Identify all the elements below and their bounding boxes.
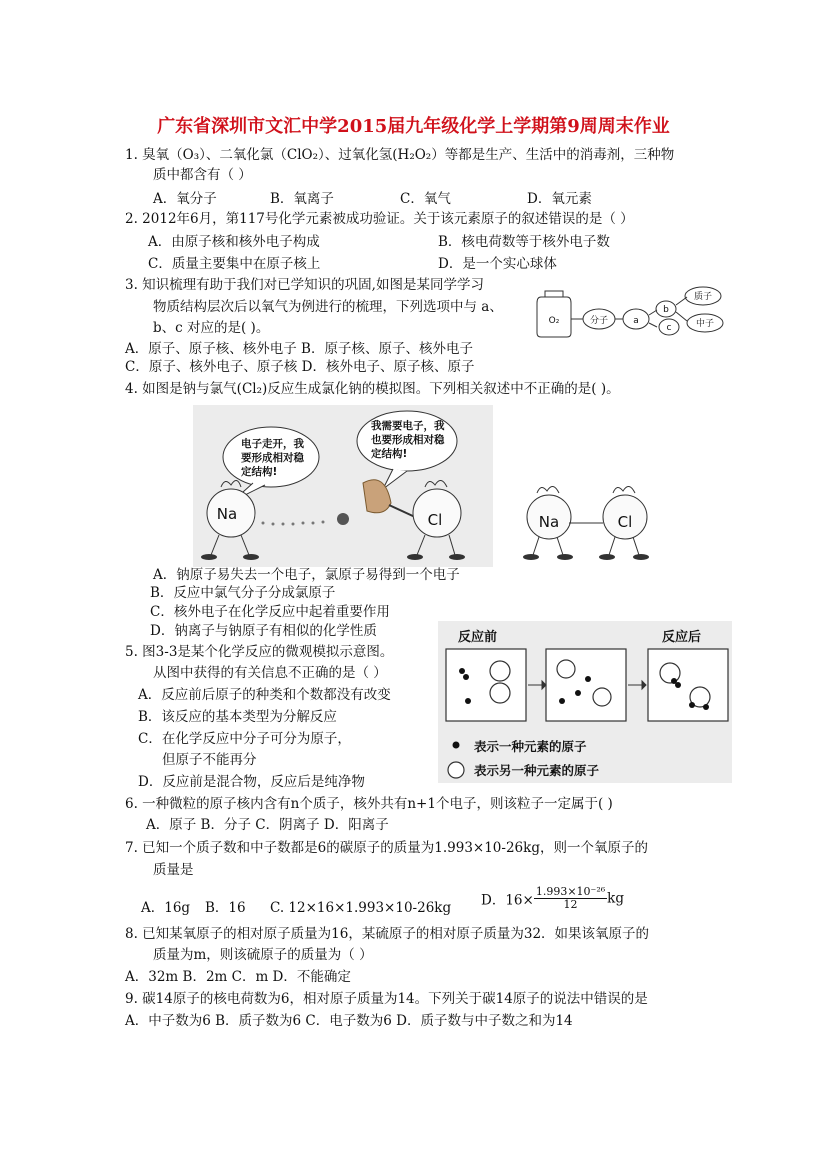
q3-stem-2: 物质结构层次后以氧气为例进行的梳理，下列选项中与 a、 — [153, 299, 503, 315]
q9-stem: 9. 碳14原子的核电荷数为6，相对原子质量为14。下列关于碳14原子的说法中错误的是 — [125, 991, 648, 1007]
q7-stem: 7. 已知一个质子数和中子数都是6的碳原子的质量为1.993×10-26kg，则一个氧原子的 — [125, 840, 648, 856]
q3-structure-diagram — [535, 285, 730, 343]
node-c: c — [666, 323, 672, 333]
q7-fraction-numerator: 1.993×10⁻²⁶ — [535, 885, 606, 898]
middle-box — [546, 649, 626, 721]
q5-option-d: D．反应前是混合物，反应后是纯净物 — [138, 774, 365, 790]
q7-option-a: A．16g — [141, 900, 191, 916]
sodium-chlorine-cartoon — [193, 405, 673, 567]
q7-option-d — [481, 886, 624, 911]
q7-fraction-denominator: 12 — [563, 898, 578, 911]
q2-option-b: B．核电荷数等于核外电子数 — [438, 234, 610, 250]
after-box — [648, 649, 728, 721]
before-label: 反应前 — [458, 630, 498, 645]
q4-option-b: B．反应中氯气分子分成氯原子 — [150, 585, 336, 601]
q2-stem: 2. 2012年6月，第117号化学元素被成功验证。关于该元素原子的叙述错误的是（ ） — [125, 211, 634, 227]
cl-bubble-line1: 我需要电子，我 — [371, 420, 445, 432]
na-ion-symbol: Na — [538, 513, 560, 531]
proton-node: 质子 — [693, 292, 713, 302]
na-bubble-line1: 电子走开，我 — [241, 438, 304, 450]
before-box — [446, 649, 526, 721]
q3-stem: 3. 知识梳理有助于我们对已学知识的巩固,如图是某同学学习 — [125, 277, 484, 293]
q1-option-b: B．氧离子 — [270, 191, 334, 207]
node-b: b — [663, 305, 669, 315]
cl-ion-symbol: Cl — [617, 513, 633, 531]
na-bubble-line2: 要形成相对稳 — [241, 452, 304, 464]
q7-stem-2: 质量是 — [153, 862, 194, 878]
q1-option-d: D．氧元素 — [527, 191, 592, 207]
cl-bubble-line3: 定结构! — [371, 448, 408, 460]
legend-circle-text: 表示另一种元素的原子 — [474, 763, 600, 778]
q1-stem-cont: 质中都含有（ ） — [153, 167, 252, 183]
q4-option-d: D．钠离子与钠原子有相似的化学性质 — [150, 623, 377, 639]
q5-option-a: A．反应前后原子的种类和个数都没有改变 — [138, 687, 391, 703]
q4-stem: 4. 如图是钠与氯气(Cl₂)反应生成氯化钠的模拟图。下列相关叙述中不正确的是( )。 — [125, 381, 620, 397]
q7-option-c: C. 12×16×1.993×10-26kg — [270, 900, 452, 916]
q6-stem: 6. 一种微粒的原子核内含有n个质子，核外共有n+1个电子，则该粒子一定属于( ) — [125, 796, 613, 812]
q1-stem: 1. 臭氧（O₃）、二氧化氯（ClO₂）、过氧化氢(H₂O₂）等都是生产、生活中的消毒剂，三种物 — [125, 147, 675, 163]
after-label: 反应后 — [662, 630, 702, 645]
q4-option-a: A．钠原子易失去一个电子，氯原子易得到一个电子 — [153, 567, 460, 583]
q7-option-b: B．16 — [205, 900, 246, 916]
q1-option-a: A．氧分子 — [153, 191, 217, 207]
q2-option-d: D．是一个实心球体 — [438, 256, 557, 272]
q8-stem: 8. 已知某氧原子的相对原子质量为16，某硫原子的相对原子质量为32．如果该氧原子的 — [125, 926, 650, 942]
q5-option-b: B．该反应的基本类型为分解反应 — [138, 709, 337, 725]
q8-options: A．32m B．2m C．m D．不能确定 — [125, 969, 351, 985]
reaction-micro-diagram — [438, 621, 732, 783]
q9-options: A．中子数为6 B．质子数为6 C．电子数为6 D．质子数与中子数之和为14 — [125, 1013, 573, 1029]
q3-options-ab: A．原子、原子核、核外电子 B．原子核、原子、核外电子 — [125, 341, 473, 357]
legend-dot — [453, 742, 460, 749]
q8-stem-2: 质量为m，则该硫原子的质量为（ ） — [153, 947, 373, 963]
q3-stem-3: b、c 对应的是( )。 — [153, 320, 270, 336]
molecule-node: 分子 — [589, 316, 609, 326]
legend-dot-text: 表示一种元素的原子 — [474, 739, 587, 754]
q2-option-a: A．由原子核和核外电子构成 — [148, 234, 320, 250]
q7-option-d-unit: kg — [607, 890, 624, 907]
q5-stem: 5. 图3-3是某个化学反应的微观模拟示意图。 — [125, 644, 394, 660]
bottle-label: O₂ — [548, 316, 560, 326]
page-title: 广东省深圳市文汇中学2015届九年级化学上学期第9周周末作业 — [157, 116, 670, 137]
neutron-node: 中子 — [695, 319, 715, 329]
q5-option-c-cont: 但原子不能再分 — [162, 752, 257, 768]
cl-bubble-line2: 也要形成相对稳 — [371, 434, 445, 446]
q7-fraction — [534, 886, 607, 911]
node-a: a — [633, 316, 639, 326]
q4-option-c: C．核外电子在化学反应中起着重要作用 — [150, 604, 390, 620]
q3-options-cd: C．原子、核外电子、原子核 D．核外电子、原子核、原子 — [125, 359, 475, 375]
q2-option-c: C．质量主要集中在原子核上 — [148, 256, 321, 272]
q7-option-d-prefix: D．16× — [481, 892, 534, 909]
gas-bottle-shape — [537, 291, 571, 337]
cl-symbol: Cl — [427, 511, 443, 529]
q1-option-c: C．氧气 — [400, 191, 451, 207]
na-symbol: Na — [216, 505, 238, 523]
legend-circle — [448, 762, 464, 778]
q5-option-c: C．在化学反应中分子可分为原子， — [138, 731, 351, 747]
q6-options: A．原子 B．分子 C．阴离子 D．阳离子 — [146, 817, 389, 833]
na-bubble-line3: 定结构! — [241, 466, 278, 478]
q5-stem-2: 从图中获得的有关信息不正确的是（ ） — [153, 665, 387, 681]
